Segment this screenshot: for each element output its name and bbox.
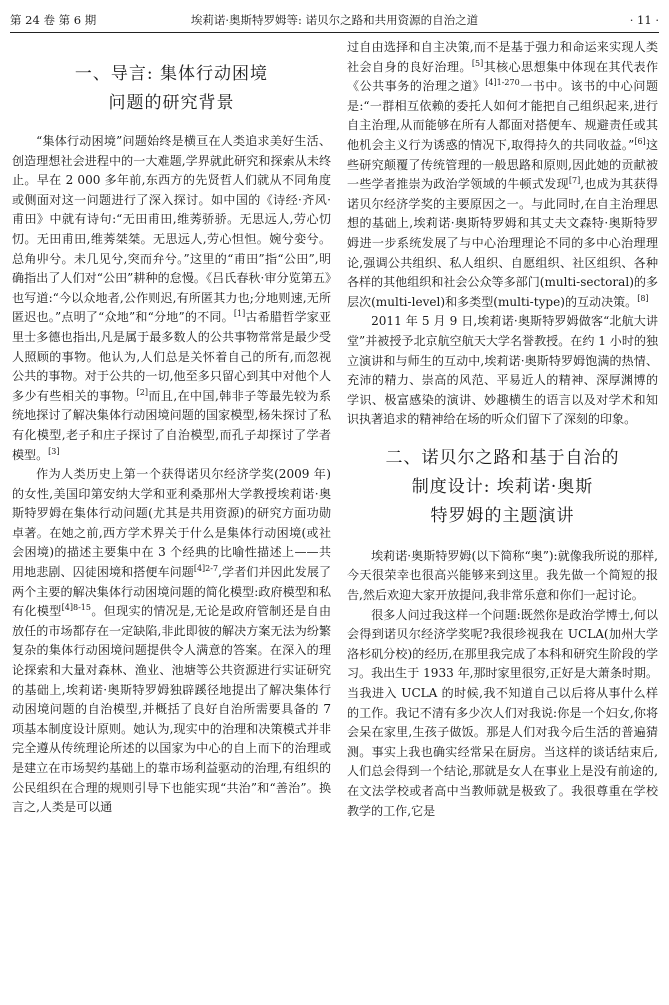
paragraph: 很多人问过我这样一个问题:既然你是政治学博士,何以会得到诺贝尔经济学奖呢?我很珍视我在 UCLA(加州大学洛杉矶分校)的经历,在那里我完成了本科和研究生阶段的学习。我出生于 1933 年,那时家里很穷,正好是大萧条时期。当我进入 UCLA 的时候,我不知道自己以后将从事什么样的工作。我记不清有多少次人们对我说:你是一个妇女,你将会呆在家里,生孩子做饭。那是人们对我今后生活的普遍猜测。事实上我也确实经常呆在厨房。当这样的谈话结束后,人们总会得到一个结论,那就是女人在事业上是没有前途的,在文法学校或者高中当教师就是极致了。我很尊重在学校教学的工作,它是 (347, 607, 659, 818)
citation: [7] (568, 176, 581, 186)
section-2-heading-line1: 二、诺贝尔之路和基于自治的 (385, 447, 620, 468)
text-run: 过自由选择和自主决策,而不是基于强力和命运来实现人类社会自身的良好治理。 (347, 40, 658, 74)
text-run: “集体行动困境”问题始终是横亘在人类追求美好生活、创造理想社会进程中的一大难题,学界就此研究和探索从未终止。早在 2 000 多年前,东西方的先贤哲人们就从不同角度或侧面对这一问题进行了深入探讨。如中国的《诗经·齐风·甫田》中就有诗句:“无田甫田,维莠骄骄。无思远人,劳心忉忉。无田甫田,维莠桀桀。无思远人,劳心怛怛。婉兮娈兮。总角丱兮。未几见兮,突而弁兮。”这里的“甫田”指“公田”,明确指出了人们对“公田”耕种的怠慢。《吕氏春秋·审分览第五》也写道:“今以众地者,公作则迟,有所匿其力也;分地则速,无所匿迟也。”点明了“众地”和“分地”的不同。 (12, 134, 331, 325)
text-run: ,也成为其获得诺贝尔经济学奖的主要原因之一。与此同时,在自主治理思想的基础上,埃莉诺·奥斯特罗姆和其丈夫文森特·奥斯特罗姆进一步系统发展了与中心治理理论不同的多中心治理理论,强调公共组织、私人组织、自愿组织、社区组织、各种各样的其他组织和社会公众等多部门(multi-sectoral)的多层次(multi-level)和多类型(multi-type)的互动决策。 (347, 177, 658, 309)
page-number: · 11 · (629, 13, 659, 27)
citation: [2] (136, 387, 148, 397)
citation: [5] (471, 58, 484, 68)
text-run: 作为人类历史上第一个获得诺贝尔经济学奖(2009 年)的女性,美国印第安纳大学和亚利桑那州大学教授埃莉诺·奥斯特罗姆在集体行动问题(尤其是共用资源)的研究方面功勋卓著。在她之前,西方学术界关于什么是集体行动困境(或社会困境)的描述主要集中在 3 个经典的比喻性描述上——共用地悲剧、囚徒困境和搭便车问题 (12, 467, 331, 580)
section-1-heading-line1: 一、导言: 集体行动困境 (74, 64, 269, 84)
running-header (10, 8, 659, 33)
citation: [3] (48, 446, 60, 456)
citation: [8] (637, 293, 649, 303)
paragraph: 埃莉诺·奥斯特罗姆(以下简称“奥”):就像我所说的那样,今天很荣幸也很高兴能够来到这里。我先做一个简短的报告,然后欢迎大家开放提问,我非常乐意和你们一起讨论。 (347, 548, 658, 603)
citation: [4]8-15 (61, 603, 91, 613)
running-title: 埃莉诺·奥斯特罗姆等: 诺贝尔之路和共用资源的自治之道 (190, 13, 479, 27)
paragraph (347, 38, 658, 312)
right-column (347, 38, 658, 821)
paragraph (12, 132, 331, 465)
citation: [4]2-7 (193, 564, 219, 574)
section-1-heading (12, 60, 331, 118)
citation: [4]1-270 (485, 78, 520, 88)
citation: [6] (634, 136, 646, 146)
text-run: 这些研究颠覆了传统管理的一般思路和原则,因此她的贡献被一些学者推崇为政治学领域的牛顿式发现 (347, 137, 658, 192)
section-2-heading-line3: 特罗姆的主题演讲 (430, 505, 575, 526)
text-run: 而且,在中国,韩非子等最先较为系统地探讨了解决集体行动困境问题的国家模型,杨朱探讨了私有化模型,老子和庄子探讨了自治模型,而孔子却探讨了学者模型。 (12, 388, 331, 462)
paragraph (12, 465, 331, 818)
text-run: 其核心思想集中体现在其代表作《公共事务的治理之道》 (347, 59, 659, 94)
text-run: 古希腊哲学家亚里士多德也指出,凡是属于最多数人的公共事物常常是最少受人照顾的事物。他认为,人们总是关怀着自己的所有,而忽视公共的事物。对于公共的一切,他至多只留心到其中对他个人多少有些相关的事物。 (12, 310, 331, 403)
text-run: 一书中。该书的中心问题是:“一群相互依赖的委托人如何才能把自己组织起来,进行自主治理,从而能够在所有人都面对搭便车、规避责任或其他机会主义行为诱惑的情况下,取得持久的共同收益。” (347, 79, 658, 152)
text-run: ,学者们并因此发展了两个主要的解决集体行动困境问题的简化模型:政府模型和私有化模型 (12, 565, 331, 619)
citation: [1] (233, 309, 246, 319)
section-2-heading (347, 444, 658, 531)
left-column (12, 38, 331, 818)
paragraph: 2011 年 5 月 9 日,埃莉诺·奥斯特罗姆做客“北航大讲堂”并被授予北京航空航天大学名誉教授。在约 1 小时的独立演讲和与师生的互动中,埃莉诺·奥斯特罗姆饱满的热情、充沛的精力、崇高的风范、平易近人的精神、深厚渊博的学识、极富感染的演讲、妙趣横生的语言以及对学术和知识执著追求的精神给在场的听众们留下了深刻的印象。 (347, 314, 658, 427)
text-run: 。但现实的情况是,无论是政府管制还是自由放任的市场都存在一定缺陷,非此即彼的解决方案无法为纷繁复杂的集体行动困境问题提供令人满意的答案。在深入的理论探索和大量对森林、渔业、池塘等公共资源进行实证研究的基础上,埃莉诺·奥斯特罗姆独辟蹊径地提出了解决集体行动困境问题的自治模型,并概括了良好自治所需要具备的 7 项基本制度设计原则。她认为,现实中的治理和决策模式并非完全遵从传统理论所述的以国家为中心的自上而下的治理或是建立在市场契约基础上的靠市场利益驱动的治理,有组织的公民组织在合理的规则引导下也能实现“共治”和“善治”。换言之,人类是可以通 (12, 604, 331, 815)
section-1-heading-line2: 问题的研究背景 (108, 93, 235, 113)
issue-label: 第 24 卷 第 6 期 (10, 13, 97, 27)
section-2-heading-line2: 制度设计: 埃莉诺·奥斯 (411, 476, 594, 497)
